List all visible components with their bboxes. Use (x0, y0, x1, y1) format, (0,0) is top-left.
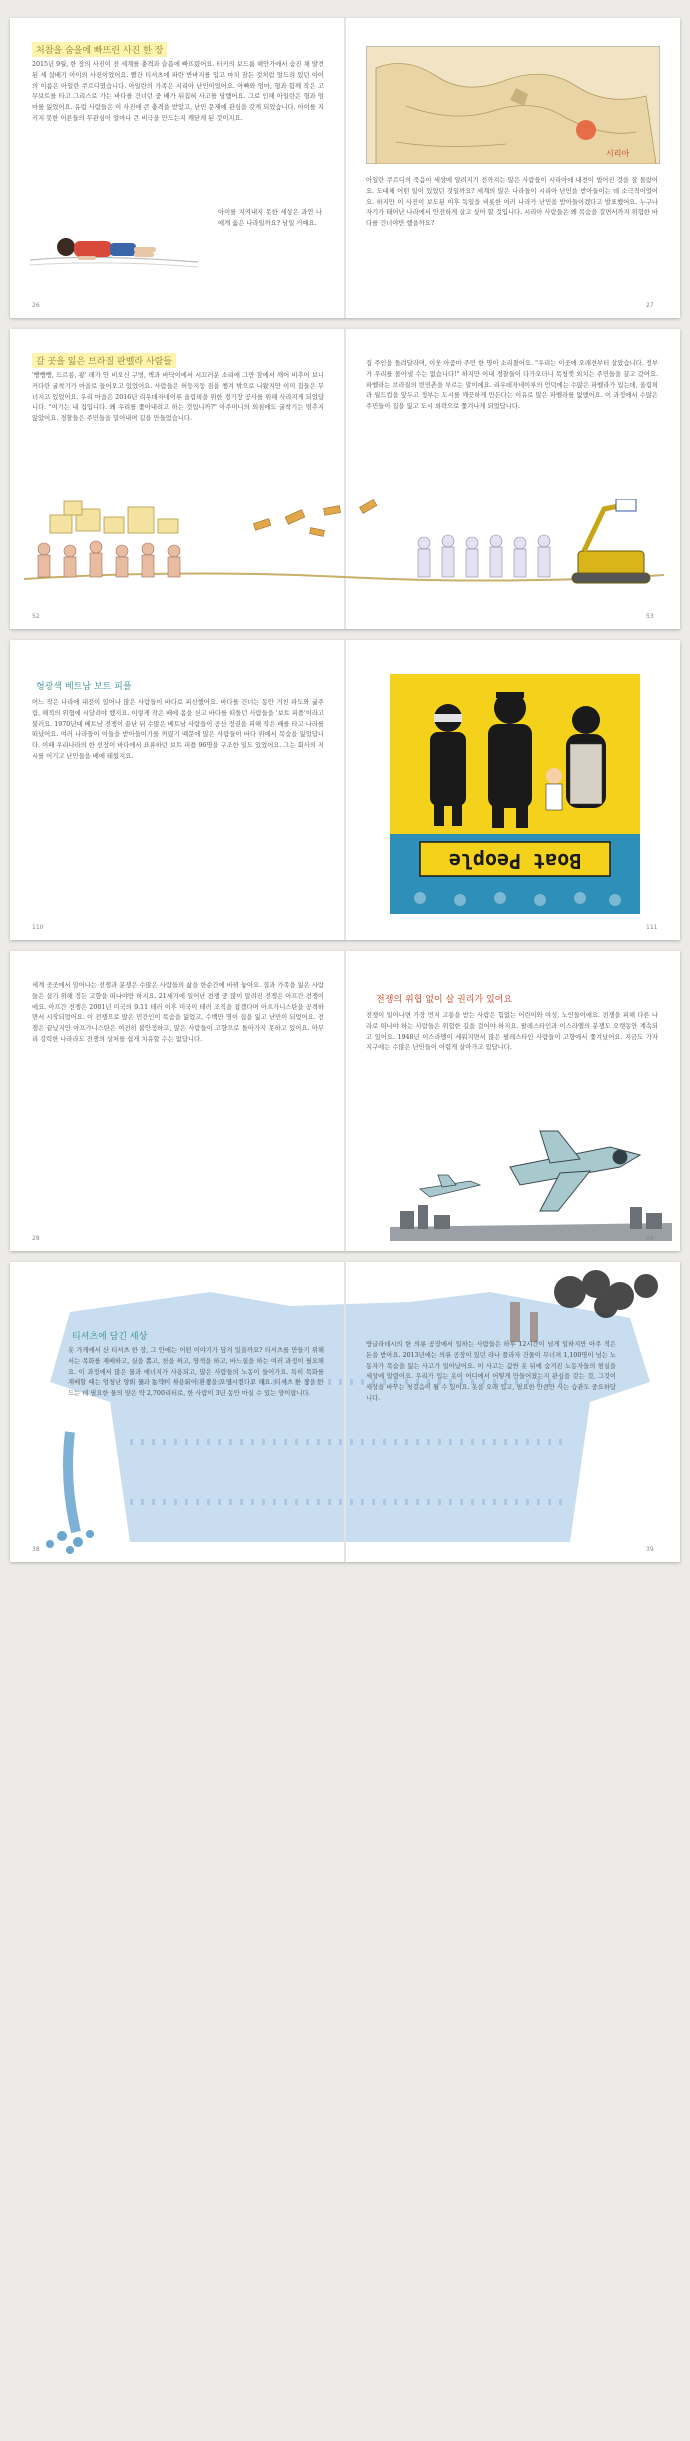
body-text: 방글라데시의 한 의류 공장에서 일하는 사람들은 하루 12시간이 넘게 일하지만 아주 적은 돈을 받아요. 2013년에는 의류 공장이 있던 라나 플라자 건물이 무너져 1,100명이 넘는 노동자가 목숨을 잃는 사고가 일어났어요. 이 사고는 값싼 옷 뒤에 숨겨진 노동자들의 현실을 세상에 알렸어요. 우리가 입는 옷이 어디에서 어떻게 만들어졌는지 관심을 갖는 것, 그것이 세상을 바꾸는 첫걸음이 될 수 있어요. 옷을 오래 입고, 필요한 만큼만 사는 습관도 중요하답니다. (366, 1341, 616, 1402)
map-illustration (366, 46, 660, 164)
spread-1 (10, 18, 680, 318)
body-text: 집 주인을 돌려달라며, 이웃 아줌마 주민 한 명이 소리쳤어요. "우리는 이곳에 오래전부터 살았습니다. 정부가 우리를 몰아낼 수는 없습니다!" 하지만 이내 경찰들이 다가오더니 목청껏 외치는 주민들을 끌고 갔어요. 파벨라는 브라질의 빈민촌을 부르는 말이에요. 리우데자네이루의 언덕에는 수많은 파벨라가 있는데, 올림픽과 월드컵을 앞두고 정부는 도시를 깨끗하게 만든다는 이유로 많은 파벨라를 없앴어요. 이 과정에서 수많은 주민들이 집을 잃고 도시 외곽으로 쫓겨나게 되었답니다. (366, 360, 658, 411)
caption-text: 아이를 지켜내지 못한 세상은 과연 나에게 옳은 나라일까요? 남일 거예요. (218, 209, 322, 227)
section-title: 처참을 숨을에 빠뜨린 사진 한 장 (32, 42, 167, 57)
warplane-illustration (390, 1127, 672, 1241)
gutter (344, 1262, 346, 1562)
spread-3 (10, 640, 680, 940)
gutter (344, 18, 346, 318)
poster-text: Boat People (448, 849, 582, 873)
body-text: 2015년 9월, 한 장의 사진이 전 세계를 충격과 슬픔에 빠뜨렸어요. 터키의 보드룸 해안가에서 숨진 채 발견된 세 살배기 아이의 사진이었어요. 빨간 티셔츠에 파란 반바지를 입고 마치 잠든 것처럼 엎드려 있던 아이의 이름은 아일란 쿠르디였습니다. 아일란의 가족은 시리아 난민이었어요. 아빠와 엄마, 형과 함께 작은 고무보트를 타고 그리스로 가는 바다를 건너던 중 배가 뒤집혀 사고를 당했어요. 그로 인해 아일란은 형과 엄마를 잃었어요. 유럽 사람들은 이 사진에 큰 충격을 받았고, 난민 문제에 관심을 갖게 되었습니다. 아이를 지키지 못한 어른들의 무관심이 얼마나 큰 비극을 만드는지 깨닫게 된 것이지요. (32, 61, 324, 122)
section-title: 형광색 베트남 보트 피플 (36, 682, 132, 692)
page-number: 39 (646, 1546, 654, 1553)
gutter (344, 640, 346, 940)
body-text: 어느 작은 나라에 내전이 일어나 많은 사람들이 바다로 피신했어요. 바다를 건너는 동안 거친 파도와 굶주림, 해적의 위협에 시달려야 했지요. 이렇게 작은 배에 몸을 싣고 바다를 떠돌던 사람들을 '보트 피플'이라고 불러요. 1970년대 베트남 전쟁이 끝난 뒤 수많은 베트남 사람들이 공산 정권을 피해 작은 배를 타고 나라를 떠났어요. 여러 나라들이 이들을 받아들이기를 꺼렸기 때문에 많은 사람들이 바다 위에서 목숨을 잃었답니다. 이때 우리나라의 한 선장이 바다에서 표류하던 보트 피플 96명을 구조한 일도 있었어요. 그는 회사의 지시를 어기고 난민들을 배에 태웠지요. (32, 699, 324, 760)
page-number: 53 (646, 613, 654, 620)
spread-5 (10, 1262, 680, 1562)
section-title: 갈 곳을 잃은 브라질 판벨라 사람들 (32, 353, 176, 368)
page-number: 111 (646, 924, 658, 931)
boy-illustration (30, 214, 200, 270)
boat-people-poster (390, 674, 640, 914)
spread-2 (10, 329, 680, 629)
body-text: '빵빵빵, 드르릉, 쾅' 레가 안 비오신 구멍, 벽과 바닥이에서 시끄러운 소리에 그만 잠에서 깨어 비추어 보니 커다란 굴착기가 마을로 들어오고 있었어요. 사람들은 허둥지둥 짐을 챙겨 밖으로 나왔지만 이미 집들은 무너지고 있었어요. 우리 마을은 2016년 리우데자네이루 올림픽을 위한 경기장 공사를 위해 사라지게 되었답니다. "여기는 내 집입니다. 왜 우리를 쫓아내려고 하는 것입니까?" 아주머니의 외침에도 굴착기는 멈추지 않았어요. 경찰들은 주민들을 밀어내며 길을 만들었습니다. (32, 372, 324, 423)
body-text: 옷 가게에서 산 티셔츠 한 장, 그 안에는 어떤 이야기가 담겨 있을까요? 티셔츠를 만들기 위해서는 목화를 재배하고, 실을 뽑고, 천을 짜고, 염색을 하고, 바느질을 하는 여러 과정이 필요해요. 이 과정에서 많은 물과 에너지가 사용되고, 많은 사람들의 노동이 들어가요. 특히 목화를 재배할 때는 엄청난 양의 물과 농약이 사용되어 환경을 오염시킨다고 해요. 티셔츠 한 장을 만드는 데 필요한 물의 양은 약 2,700리터로, 한 사람이 3년 동안 마실 수 있는 양이랍니다. (68, 1347, 324, 1398)
page-number: 27 (646, 302, 654, 309)
page-number: 26 (32, 302, 40, 309)
page-number: 52 (32, 613, 40, 620)
body-text: 아일란 쿠르디의 죽음이 세상에 알려지기 전까지는 많은 사람들이 시리아에 내전이 벌어진 것을 잘 몰랐어요. 도대체 어떤 일이 있었던 것일까요? 세계의 많은 나라들이 시리아 난민을 받아들이는 데 소극적이었어요. 하지만 이 사진이 보도된 이후 독일을 비롯한 여러 나라가 난민을 받아들이겠다고 발표했어요. 누구나 자기가 태어난 나라에서 안전하게 살고 싶어 할 것입니다. 시리아 사람들은 왜 목숨을 걸면서까지 위험한 바다를 건너야만 했을까요? (366, 177, 658, 228)
body-text: 세계 곳곳에서 일어나는 전쟁과 분쟁은 수많은 사람들의 삶을 한순간에 바꿔 놓아요. 집과 가족을 잃은 사람들은 살기 위해 정든 고향을 떠나야만 하지요. 21세기에 일어난 전쟁 중 많이 알려진 전쟁은 아프간 전쟁이에요. 아프간 전쟁은 2001년 미국의 9.11 테러 이후 미국이 테러 조직을 잡겠다며 아프가니스탄을 공격하면서 시작되었어요. 이 전쟁으로 많은 민간인이 목숨을 잃었고, 수백만 명이 집을 잃고 난민이 되었어요. 전쟁은 끝났지만 아프가니스탄은 여전히 불안정하고, 많은 사람들이 고향으로 돌아가지 못하고 있어요. 아무리 강력한 나라라도 전쟁의 상처를 쉽게 치유할 수는 없답니다. (32, 982, 324, 1043)
section-title: 티셔츠에 담긴 세상 (72, 1332, 148, 1342)
map-label: 시리아 (606, 149, 630, 158)
page-number: 38 (32, 1546, 40, 1553)
favela-illustration (24, 499, 664, 591)
section-title: 전쟁의 위협 없이 살 권리가 있어요 (376, 995, 513, 1005)
spread-4 (10, 951, 680, 1251)
page-number: 28 (32, 1235, 40, 1242)
page-number: 110 (32, 924, 44, 931)
gutter (344, 951, 346, 1251)
page-number: 29 (646, 1235, 654, 1242)
body-text: 전쟁이 일어나면 가장 먼저 고통을 받는 사람은 힘없는 어린이와 여성, 노인들이에요. 전쟁을 피해 다른 나라로 떠나야 하는 사람들은 위험한 길을 걸어야 하지요. 팔레스타인과 이스라엘의 분쟁도 오랫동안 계속되고 있어요. 1948년 이스라엘이 세워지면서 많은 팔레스타인 사람들이 고향에서 쫓겨났어요. 지금도 가자 지구에는 수많은 난민들이 어렵게 살아가고 있답니다. (366, 1012, 658, 1052)
